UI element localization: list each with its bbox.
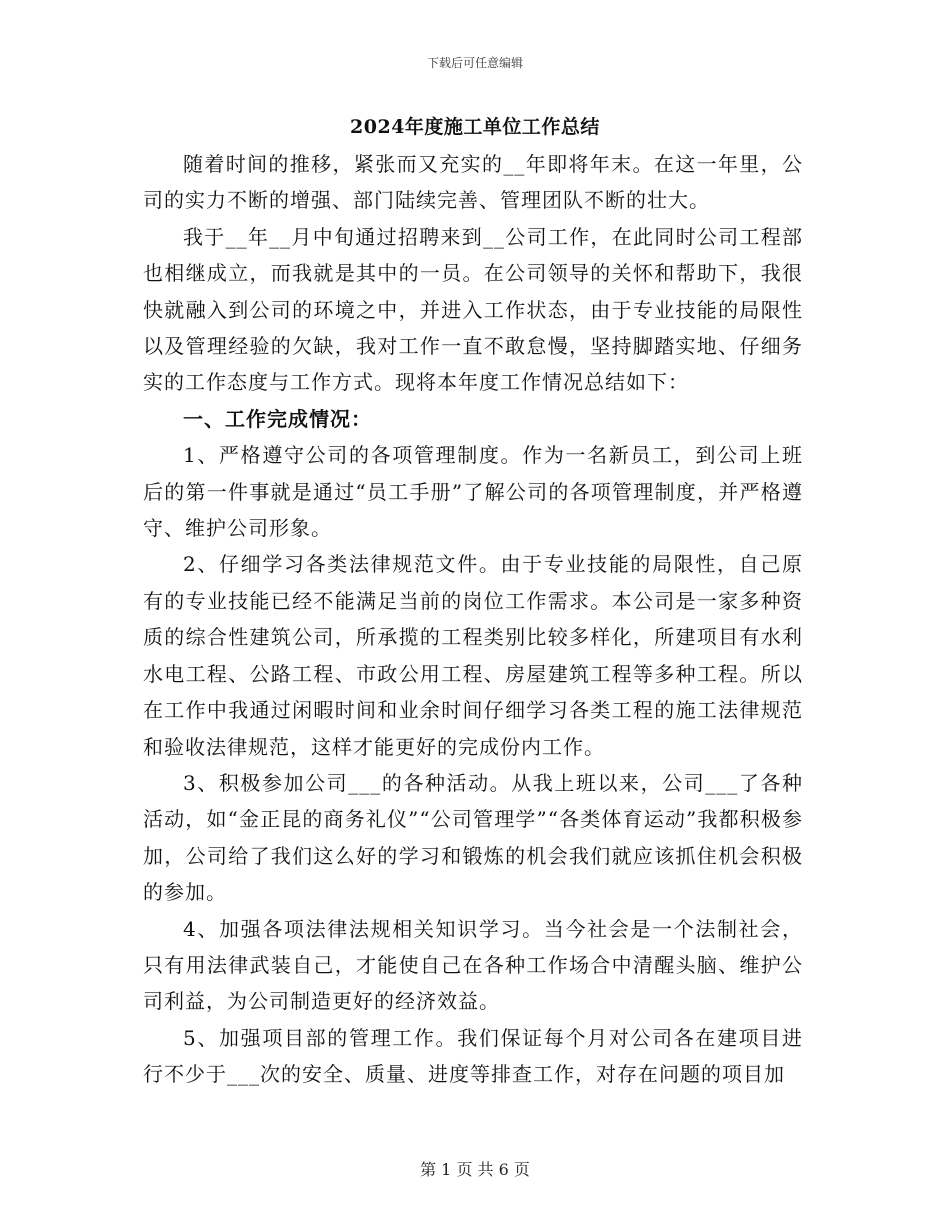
paragraph-item-1: 1、严格遵守公司的各项管理制度。作为一名新员工，到公司上班后的第一件事就是通过“员工手册”了解公司的各项管理制度，并严格遵守、维护公司形象。 <box>143 443 803 541</box>
page-number: 第 1 页 共 6 页 <box>420 1160 530 1179</box>
paragraph-item-4: 4、加强各项法律法规相关知识学习。当今社会是一个法制社会，只有用法律武装自己，才能使自己在各种工作场合中清醒头脑、维护公司利益，为公司制造更好的经济效益。 <box>143 916 803 1014</box>
paragraph-item-5: 5、加强项目部的管理工作。我们保证每个月对公司各在建项目进行不少于___次的安全、质量、进度等排查工作，对存在问题的项目加 <box>143 1025 803 1087</box>
section-heading-work-completion: 一、工作完成情况： <box>183 406 372 431</box>
paragraph-intro: 随着时间的推移，紧张而又充实的__年即将年末。在这一年里，公司的实力不断的增强、部门陆续完善、管理团队不断的壮大。 <box>143 152 803 213</box>
document-body <box>143 146 803 1093</box>
paragraph-background: 我于__年__月中旬通过招聘来到__公司工作，在此同时公司工程部也相继成立，而我就是其中的一员。在公司领导的关怀和帮助下，我很快就融入到公司的环境之中，并进入工作状态，由于专业技能的局限性以及管理经验的欠缺，我对工作一直不敢怠慢，坚持脚踏实地、仔细务实的工作态度与工作方式。现将本年度工作情况总结如下： <box>143 224 803 395</box>
page-header-note: 下载后可任意编辑 <box>426 56 523 70</box>
paragraph-item-2: 2、仔细学习各类法律规范文件。由于专业技能的局限性，自己原有的专业技能已经不能满足当前的岗位工作需求。本公司是一家多种资质的综合性建筑公司，所承揽的工程类别比较多样化，所建项目有水利水电工程、公路工程、市政公用工程、房屋建筑工程等多种工程。所以在工作中我通过闲暇时间和业余时间仔细学习各类工程的施工法律规范和验收法律规范，这样才能更好的完成份内工作。 <box>143 552 803 759</box>
paragraph-item-3: 3、积极参加公司___的各种活动。从我上班以来，公司___了各种活动，如“金正昆的商务礼仪”“公司管理学”“各类体育运动”我都积极参加，公司给了我们这么好的学习和锻炼的机会我们就应该抓住机会积极的参加。 <box>143 770 803 905</box>
document-title: 2024年度施工单位工作总结 <box>350 116 600 138</box>
